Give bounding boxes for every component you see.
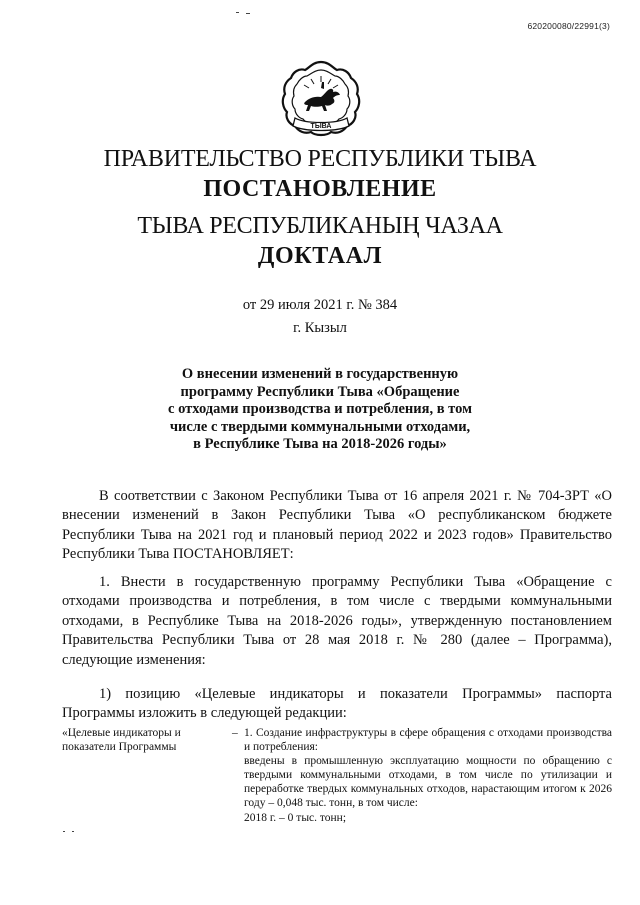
table-right-column xyxy=(244,726,612,825)
body-paragraph xyxy=(62,685,612,724)
decree-subject xyxy=(160,366,480,454)
decree-label-ru: ПОСТАНОВЛЕНИЕ xyxy=(203,176,437,202)
paragraph-text: 1. Внести в государственную программу Республики Тыва «Обращение с отходами производства и потребления, в том числе с твердыми коммунальными отходами, в Республике Тыва на 2018-2026 годы», утвержденную постановлением Правительства Республики Тыва от 28 мая 2018 г. № 280 (далее – Программа), следующие изменения: xyxy=(62,574,612,668)
decree-date-number: от 29 июля 2021 г. № 384 xyxy=(242,297,398,313)
paragraph-text: 1) позицию «Целевые индикаторы и показатели Программы» паспорта Программы изложить в следующей редакции: xyxy=(62,686,612,722)
subject-line: в Республике Тыва на 2018-2026 годы» xyxy=(193,436,447,452)
table-year-line: 2018 г. – 0 тыс. тонн; xyxy=(244,811,347,824)
table-item: 1. Создание инфраструктуры в сфере обращения с отходами производства и потребления: xyxy=(244,727,612,754)
scan-artifact xyxy=(246,13,250,14)
decree-label-tv: ДОКТААЛ xyxy=(257,243,383,269)
emblem-ribbon-text: ТЫВА xyxy=(310,123,332,130)
subject-line: числе с твердыми коммунальными отходами, xyxy=(169,418,471,435)
decree-city: г. Кызыл xyxy=(293,320,347,336)
scan-artifact xyxy=(236,12,239,13)
paragraph-text: В соответствии с Законом Республики Тыва от 16 апреля 2021 г. № 704-ЗРТ «О внесении изменений в Закон Республики Тыва «О республиканском бюджете Республики Тыва на 2021 год и плановый период 2022 и 2023 годов» Правительство Республики Тыва ПОСТАНОВЛЯЕТ: xyxy=(62,488,612,563)
document-id: 620200080/22991(3) xyxy=(527,21,610,31)
table-dash: – xyxy=(232,727,238,739)
government-title-ru: ПРАВИТЕЛЬСТВО РЕСПУБЛИКИ ТЫВА xyxy=(103,146,537,172)
scan-artifact xyxy=(72,831,74,832)
tuva-coat-of-arms-icon xyxy=(281,58,361,150)
table-left-line: показатели Программы xyxy=(62,741,177,754)
table-left-column xyxy=(62,726,222,754)
scan-artifact xyxy=(63,831,65,832)
government-title-tv: ТЫВА РЕСПУБЛИКАНЫҢ ЧАЗАА xyxy=(137,213,503,239)
table-item-detail: введены в промышленную эксплуатацию мощности по обращению с твердыми коммунальными отходами, в том числе по утилизации и переработке твердых коммунальных отходов, нарастающим итогом к 2026 году – 0,048 тыс. тонн, в том числе: xyxy=(244,755,612,810)
subject-line: О внесении изменений в государственную xyxy=(181,366,459,382)
body-paragraph xyxy=(62,573,612,670)
subject-line: программу Республики Тыва «Обращение xyxy=(180,383,460,400)
body-paragraph xyxy=(62,487,612,565)
table-left-line: «Целевые индикаторы и xyxy=(62,727,181,739)
subject-line: с отходами производства и потребления, в том xyxy=(168,401,472,417)
